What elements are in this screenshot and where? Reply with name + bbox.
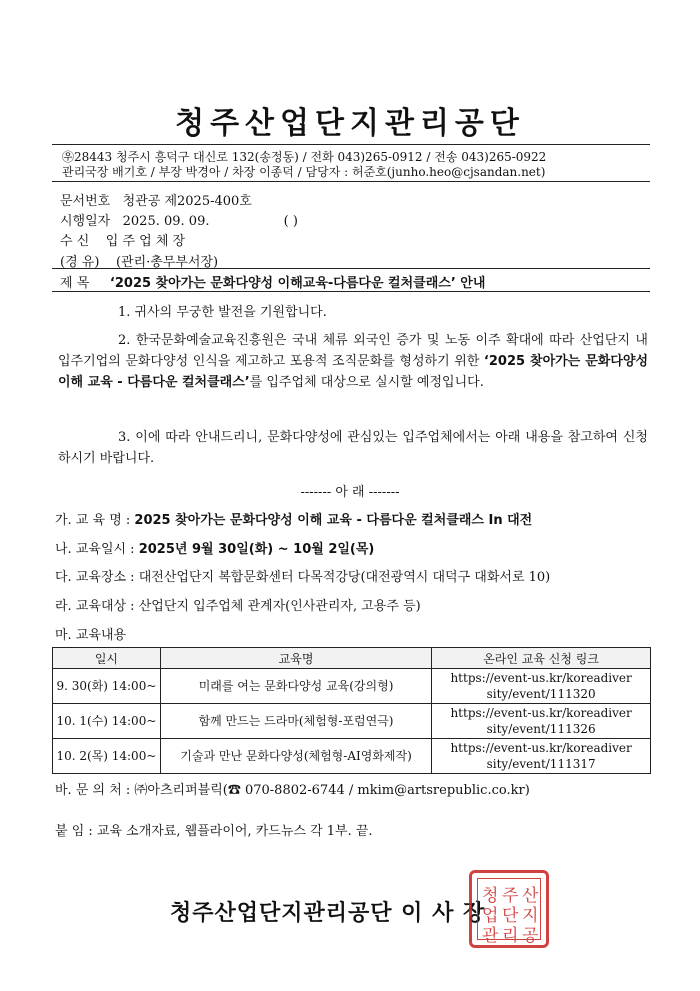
link-line-2[interactable]: sity/event/111317 <box>486 757 596 771</box>
table-row <box>53 739 651 774</box>
date-paren: ( ) <box>283 214 298 229</box>
link-line-2[interactable]: sity/event/111320 <box>486 687 596 701</box>
link-line-1[interactable]: https://event-us.kr/koreadiver <box>450 741 632 755</box>
seal-char: 공 <box>522 926 539 946</box>
table-cell-course: 함께 만드는 드라마(체험형-포럼연극) <box>160 704 431 739</box>
seal-char: 관 <box>482 926 499 946</box>
table-cell-date: 10. 2(목) 14:00~ <box>53 739 161 774</box>
separator-notice: ------- 아 래 ------- <box>300 485 400 500</box>
subject-value: ‘2025 찾아가는 문화다양성 이해교육-다름다운 컬처클래스’ 안내 <box>109 276 486 291</box>
detail-course-date-label: 나. 교육일시 : <box>55 542 135 557</box>
table-cell-date: 10. 1(수) 14:00~ <box>53 704 161 739</box>
table-row <box>53 669 651 704</box>
recipient-row <box>60 230 185 249</box>
seal-char: 업 <box>482 906 499 926</box>
attachment-line <box>55 820 373 839</box>
doc-number-row <box>60 190 252 209</box>
contact-label: 바. 문 의 처 : <box>55 783 131 798</box>
seal-char: 리 <box>502 926 519 946</box>
address-line: ㉾28443 청주시 흥덕구 대신로 132(송정동) / 전화 043)265-0912 / 전송 043)265-0922 <box>62 150 547 164</box>
detail-course-target-value: 산업단지 입주업체 관계자(인사관리자, 고용주 등) <box>138 599 421 614</box>
subject-top-rule <box>52 268 650 269</box>
table-cell-date: 9. 30(화) 14:00~ <box>53 669 161 704</box>
seal-char: 지 <box>522 906 539 926</box>
paragraph-1: 1. 귀사의 무궁한 발전을 기원합니다. <box>118 305 327 320</box>
link-line-1[interactable]: https://event-us.kr/koreadiver <box>450 706 632 720</box>
table-header-course: 교육명 <box>160 648 431 669</box>
table-cell-link[interactable] <box>432 669 651 704</box>
schedule-table <box>52 647 651 774</box>
detail-course-name <box>55 509 532 528</box>
official-seal <box>469 870 549 948</box>
signature-line: 청주산업단지관리공단 이 사 장 <box>170 901 486 926</box>
via-label: (경 유) <box>60 255 100 270</box>
table-cell-link[interactable] <box>432 739 651 774</box>
header-bottom-rule <box>52 181 650 182</box>
org-title: 청주산업단지관리공단 <box>175 106 525 141</box>
recipient-label: 수 신 <box>60 234 90 249</box>
attachment-label: 붙 임 : <box>55 824 93 839</box>
paragraph-2-text-b: 를 입주업체 대상으로 실시할 예정입니다. <box>249 375 484 390</box>
table-header-date: 일시 <box>53 648 161 669</box>
recipient-value: 입 주 업 체 장 <box>105 234 186 249</box>
detail-course-name-value: 2025 찾아가는 문화다양성 이해 교육 - 다름다운 컬처클래스 In 대전 <box>134 513 533 528</box>
paragraph-2 <box>58 330 648 393</box>
seal-char: 청 <box>482 886 499 906</box>
detail-course-place-value: 대전산업단지 복합문화센터 다목적강당(대전광역시 대덕구 대화서로 10) <box>138 570 551 585</box>
table-cell-course: 미래를 여는 문화다양성 교육(강의형) <box>160 669 431 704</box>
contact-line <box>55 779 530 798</box>
seal-char: 단 <box>502 906 519 926</box>
seal-char: 주 <box>502 886 519 906</box>
detail-course-name-label: 가. 교 육 명 : <box>55 513 131 528</box>
paragraph-2-program-name: ‘2025 찾아가는 문화다양성 이해 교육 - 다름다운 컬처클래스’ <box>58 354 649 390</box>
paragraph-3: 3. 이에 따라 안내드리니, 문화다양성에 관심있는 입주업체에서는 아래 내용을 참고하여 신청하시기 바랍니다. <box>58 430 648 466</box>
link-line-1[interactable]: https://event-us.kr/koreadiver <box>450 671 632 685</box>
table-header-link: 온라인 교육 신청 링크 <box>432 648 651 669</box>
subject-bottom-rule <box>52 291 650 292</box>
date-row <box>60 210 298 229</box>
date-label: 시행일자 <box>60 214 111 229</box>
paragraph-2-text-a: 2. 한국문화예술교육진흥원은 국내 체류 외국인 증가 및 노동 이주 확대에 따라 산업단지 내 입주기업의 문화다양성 인식을 제고하고 포용적 조직문화를 형성하기 위한 <box>58 333 648 369</box>
contact-value: ㈜아츠리퍼블릭(☎ 070-8802-6744 / mkim@artsrepublic.co.kr) <box>134 783 530 798</box>
date-value: 2025. 09. 09. <box>122 214 210 229</box>
table-row <box>53 704 651 739</box>
header-top-rule <box>52 144 650 145</box>
detail-course-target-label: 라. 교육대상 : <box>55 599 135 614</box>
subject-row <box>60 272 485 291</box>
detail-course-place <box>55 566 550 585</box>
detail-course-date-value: 2025년 9월 30일(화) ~ 10월 2일(목) <box>138 542 375 557</box>
link-line-2[interactable]: sity/event/111326 <box>486 722 596 736</box>
detail-course-place-label: 다. 교육장소 : <box>55 570 135 585</box>
seal-char: 산 <box>522 886 539 906</box>
table-cell-link[interactable] <box>432 704 651 739</box>
schedule-table-header <box>53 648 651 669</box>
detail-course-date <box>55 538 374 557</box>
via-value: (관리·총무부서장) <box>115 255 219 270</box>
doc-number-label: 문서번호 <box>60 194 111 209</box>
staff-line: 관리국장 배기호 / 부장 박경아 / 차장 이종덕 / 담당자 : 허준호(junho.heo@cjsandan.net) <box>62 165 546 179</box>
detail-course-target <box>55 595 421 614</box>
subject-label: 제 목 <box>60 276 90 291</box>
detail-course-content-label: 마. 교육내용 <box>55 628 127 643</box>
attachment-value: 교육 소개자료, 웹플라이어, 카드뉴스 각 1부. 끝. <box>96 824 373 839</box>
table-cell-course: 기술과 만난 문화다양성(체험형-AI영화제작) <box>160 739 431 774</box>
doc-number-value: 청관공 제2025-400호 <box>122 194 252 209</box>
